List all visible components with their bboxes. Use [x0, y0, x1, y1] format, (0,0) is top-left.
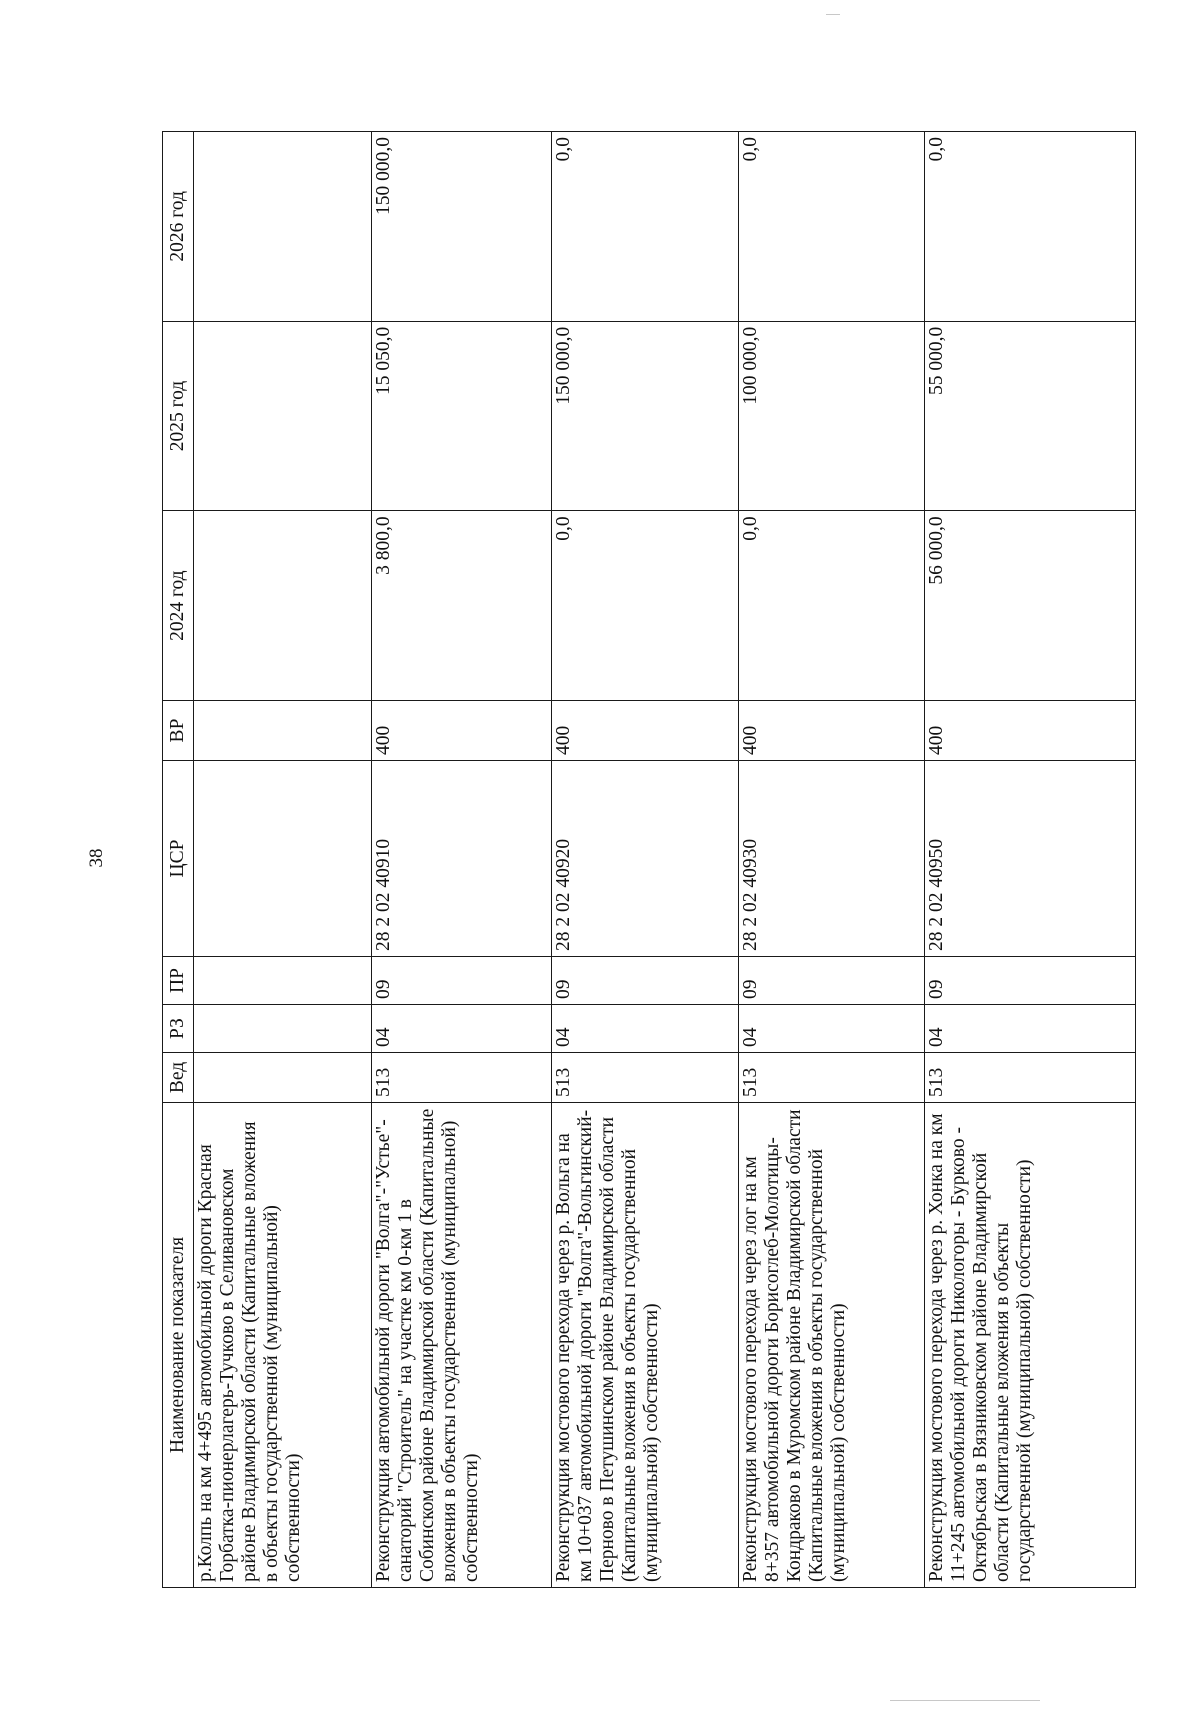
cell-csr: 28 2 02 40920 — [552, 761, 739, 957]
header-csr: ЦСР — [163, 761, 194, 957]
table-row — [925, 132, 1136, 1588]
cell-vr: 400 — [372, 701, 552, 761]
cell-name: Реконструкция мостового перехода через р. Хонка на км 11+245 автомобильной дороги Никологоры - Бурково - Октябрьская в Вязниковском районе Владимирской области (Капитальные вложения в объекты государственной (муниципальной) собственности) — [925, 1103, 1136, 1588]
header-name: Наименование показателя — [163, 1103, 194, 1588]
cell-2026: 0,0 — [552, 132, 739, 322]
cell-rz: 04 — [552, 1005, 739, 1053]
scan-artifact — [826, 14, 840, 15]
cell-vr — [194, 701, 372, 761]
cell-2025: 100 000,0 — [739, 321, 925, 511]
cell-rz: 04 — [739, 1005, 925, 1053]
rotated-table-container — [162, 132, 1134, 1588]
cell-ved: 513 — [925, 1053, 1136, 1103]
cell-ved: 513 — [552, 1053, 739, 1103]
cell-ved: 513 — [739, 1053, 925, 1103]
cell-2026: 0,0 — [925, 132, 1136, 322]
cell-pr: 09 — [552, 957, 739, 1005]
scan-artifact — [890, 1700, 1040, 1701]
cell-ved: 513 — [372, 1053, 552, 1103]
cell-vr: 400 — [552, 701, 739, 761]
cell-2024: 3 800,0 — [372, 511, 552, 701]
cell-rz: 04 — [925, 1005, 1136, 1053]
cell-2024: 0,0 — [552, 511, 739, 701]
cell-vr: 400 — [925, 701, 1136, 761]
cell-pr: 09 — [372, 957, 552, 1005]
cell-pr: 09 — [925, 957, 1136, 1005]
table-row — [194, 132, 372, 1588]
table-header-row — [163, 132, 194, 1588]
header-2026: 2026 год — [163, 132, 194, 322]
budget-table — [162, 131, 1136, 1588]
cell-vr: 400 — [739, 701, 925, 761]
header-ved: Вед — [163, 1053, 194, 1103]
cell-ved — [194, 1053, 372, 1103]
cell-csr: 28 2 02 40930 — [739, 761, 925, 957]
cell-2024 — [194, 511, 372, 701]
cell-2025: 55 000,0 — [925, 321, 1136, 511]
cell-pr — [194, 957, 372, 1005]
header-rz: РЗ — [163, 1005, 194, 1053]
header-vr: ВР — [163, 701, 194, 761]
cell-csr: 28 2 02 40950 — [925, 761, 1136, 957]
header-pr: ПР — [163, 957, 194, 1005]
cell-2026 — [194, 132, 372, 322]
cell-2026: 150 000,0 — [372, 132, 552, 322]
cell-2025: 150 000,0 — [552, 321, 739, 511]
cell-2024: 0,0 — [739, 511, 925, 701]
cell-2026: 0,0 — [739, 132, 925, 322]
cell-name: р.Колпь на км 4+495 автомобильной дороги Красная Горбатка-пионерлагерь-Тучково в Селивановском районе Владимирской области (Капитальные вложения в объекты государственной (муниципальной) собственности) — [194, 1103, 372, 1588]
cell-csr: 28 2 02 40910 — [372, 761, 552, 957]
table-row — [552, 132, 739, 1588]
table-row — [739, 132, 925, 1588]
cell-2025 — [194, 321, 372, 511]
header-2025: 2025 год — [163, 321, 194, 511]
cell-2024: 56 000,0 — [925, 511, 1136, 701]
cell-rz — [194, 1005, 372, 1053]
cell-name: Реконструкция мостового перехода через р. Вольга на км 10+037 автомобильной дороги "Волга"-Вольгинский-Перново в Петушинском районе Владимирской области (Капитальные вложения в объекты государственной (муниципальной) собственности) — [552, 1103, 739, 1588]
cell-name: Реконструкция мостового перехода через лог на км 8+357 автомобильной дороги Борисоглеб-Молотицы-Кондраково в Муромском районе Владимирской области (Капитальные вложения в объекты государственной (муниципальной) собственности) — [739, 1103, 925, 1588]
header-2024: 2024 год — [163, 511, 194, 701]
cell-2025: 15 050,0 — [372, 321, 552, 511]
cell-rz: 04 — [372, 1005, 552, 1053]
cell-name: Реконструкция автомобильной дороги "Волга"-"Устье"-санаторий "Строитель" на участке км 0-км 1 в Собинском районе Владимирской области (Капитальные вложения в объекты государственной (муниципальной) собственности) — [372, 1103, 552, 1588]
table-row — [372, 132, 552, 1588]
cell-pr: 09 — [739, 957, 925, 1005]
cell-csr — [194, 761, 372, 957]
page-number: 38 — [86, 848, 107, 868]
